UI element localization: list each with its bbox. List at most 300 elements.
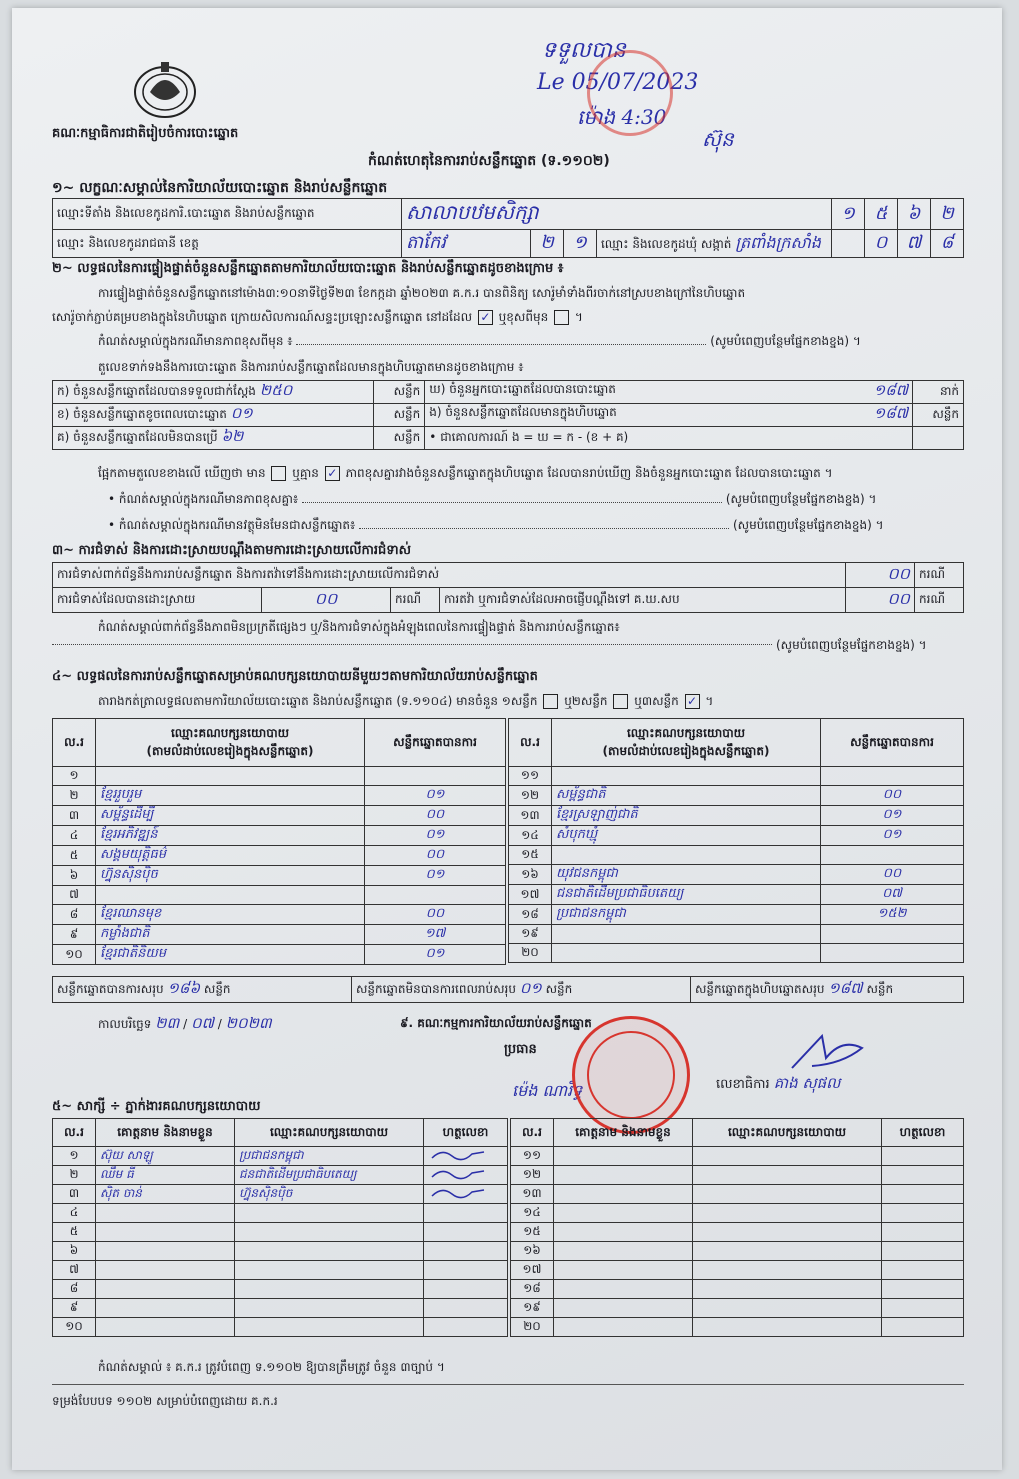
date-label: កាលបរិច្ឆេទ [98, 1017, 152, 1031]
result-party [552, 944, 821, 963]
total-valid-label: សន្លឹកឆ្នោតបានការសរុប [57, 981, 164, 996]
witness-row [511, 1223, 964, 1242]
fill-note-2: (សូមបំពេញបន្ថែមផ្នែកខាងខ្នង) ។ [725, 492, 877, 506]
result-party: ប្រជាជនកម្ពុជា [552, 905, 821, 925]
stamp-signature: ស៊ុន [702, 127, 734, 151]
witness-col-sign-left: ហត្ថលេខា [424, 1119, 508, 1147]
witness-no: ១៩ [511, 1299, 554, 1318]
col-no-left: ល.រ [53, 719, 96, 767]
result-row [509, 786, 964, 806]
witness-no: ១៧ [511, 1261, 554, 1280]
witness-signature [882, 1318, 964, 1337]
witness-name [554, 1204, 693, 1223]
objections-unit: ករណី [915, 563, 964, 588]
appeal-label: ការតវ៉ា ឬការជំទាស់ដែលអាចផ្ញើបណ្តឹងទៅ គ.ឃ.សប [440, 588, 846, 613]
province-code-2: ១ [564, 230, 597, 258]
no-difference-label: ឬគ្មាន [292, 466, 319, 480]
witness-no: ១៥ [511, 1223, 554, 1242]
result-votes [365, 886, 506, 905]
witness-party: ប្រជាជនកម្ពុជា [235, 1147, 424, 1166]
section3-table [52, 562, 964, 613]
witness-col-sign-right: ហត្ថលេខា [882, 1119, 964, 1147]
witness-party [235, 1204, 424, 1223]
fill-note-3: (សូមបំពេញបន្ថែមផ្នែកខាងខ្នង) ។ [732, 518, 884, 532]
witness-party [693, 1166, 882, 1185]
appeal-unit: ករណី [915, 588, 964, 613]
result-row [53, 786, 506, 806]
result-row [53, 886, 506, 905]
witness-signature [882, 1223, 964, 1242]
result-row [509, 826, 964, 846]
witness-row [53, 1204, 508, 1223]
voters-voted-label: ឃ) ចំនួនអ្នកបោះឆ្នោតដែលបានបោះឆ្នោត [429, 382, 616, 396]
result-votes: ០០ [365, 806, 506, 826]
witness-row [53, 1166, 508, 1185]
witness-row [511, 1204, 964, 1223]
witness-row [53, 1242, 508, 1261]
secretary-signature [782, 1028, 872, 1074]
witness-table-right [510, 1118, 964, 1337]
section3-title: ៣~ ការជំទាស់ និងការដោះស្រាយបណ្តឹងតាមការដោះស្រាយលើការជំទាស់ [52, 543, 412, 558]
result-votes [821, 925, 964, 944]
witness-party [693, 1147, 882, 1166]
result-no: ៨ [53, 905, 96, 925]
result-row [53, 925, 506, 945]
witness-party [693, 1261, 882, 1280]
received-ballots-unit: សន្លឹក [374, 381, 425, 404]
result-votes [365, 767, 506, 786]
witness-row [53, 1147, 508, 1166]
witness-no: ៨ [53, 1280, 96, 1299]
col-party-sub-right: (តាមលំដាប់លេខរៀងក្នុងសន្លឹកឆ្នោត) [602, 743, 770, 758]
witness-row [511, 1242, 964, 1261]
witness-row [53, 1318, 508, 1337]
result-no: ១៧ [509, 885, 552, 905]
result-no: ១៨ [509, 905, 552, 925]
result-row [509, 925, 964, 944]
witness-no: ៦ [53, 1242, 96, 1261]
witness-party [693, 1280, 882, 1299]
secretary-name: គាង សុផល [773, 1074, 841, 1092]
station-code-4: ២ [931, 199, 964, 230]
witness-col-no-left: ល.រ [53, 1119, 96, 1147]
witness-col-name-left: គោត្តនាម និងនាមខ្លួន [96, 1119, 235, 1147]
spoiled-ballots-unit: សន្លឹក [374, 404, 425, 427]
witness-name [554, 1223, 693, 1242]
col-party-right: ឈ្មោះគណបក្សនយោបាយ [626, 725, 746, 740]
witness-no: ១ [53, 1147, 96, 1166]
verification-paragraph-1: ការផ្ទៀងផ្ទាត់ចំនួនសន្លឹកឆ្នោតនៅម៉ោង៣:១០នាទីថ្ងៃទី២៣ ខែកក្កដា ឆ្នាំ២០២៣ គ.ក.រ បានពិនិត្យ សោរ៉ូមាំទាំងពីរចាក់នៅស្របខាងក្រៅនៃហិបឆ្នោត [98, 286, 746, 300]
ballots-in-box-label: ង) ចំនួនសន្លឹកឆ្នោតដែលមានក្នុងហិបឆ្នោត [429, 405, 617, 419]
section1-table [52, 198, 964, 258]
difference-note-line [98, 334, 861, 348]
result-party: សម្ព័ន្ធដើម្បី [96, 806, 365, 826]
witness-col-name-right: គោត្តនាម និងនាមខ្លួន [554, 1119, 693, 1147]
commune-label: ឈ្មោះ និងលេខកូដឃុំ សង្កាត់ [601, 236, 732, 251]
witness-no: ៥ [53, 1223, 96, 1242]
witness-no: ១៨ [511, 1280, 554, 1299]
result-votes [821, 767, 964, 786]
witness-name [96, 1299, 235, 1318]
result-party: កម្លាំងជាតិ [96, 925, 365, 945]
result-party: យុវជនកម្ពុជា [552, 865, 821, 885]
irregularity-note: កំណត់សម្គាល់ពាក់ព័ន្ធនឹងភាពមិនប្រក្រតីផ្សេងៗ ឬ/និងការជំទាស់ក្នុងអំឡុងពេលនៃការផ្ទៀងផ្ទាត់ និងការរាប់សន្លឹកឆ្នោត៖ [98, 620, 620, 634]
result-votes: ០១ [365, 945, 506, 965]
witness-row [511, 1280, 964, 1299]
results-table-right [508, 718, 964, 963]
witness-signature [424, 1166, 508, 1185]
result-party: ហ្វ៊ុនស៊ិនប៉ិច [96, 866, 365, 886]
col-votes-left: សន្លឹកឆ្នោតបានការ [365, 719, 506, 767]
result-votes: ០១ [821, 826, 964, 846]
witness-signature [424, 1280, 508, 1299]
difference-check-line [98, 466, 833, 481]
irregularity-dotted-line [52, 644, 772, 645]
result-votes: ០១ [821, 806, 964, 826]
polling-station-label: ឈ្មោះទីតាំង និងលេខកូដការិ.បោះឆ្នោត និងរាប់សន្លឹកឆ្នោត [53, 199, 402, 230]
total-invalid-label: សន្លឹកឆ្នោតមិនបានការពេលរាប់សរុប [356, 981, 516, 996]
ballots-in-box-value: ១៨៧ [873, 404, 909, 422]
commune-code-2: ៧ [898, 230, 931, 258]
changed-checkbox[interactable] [554, 310, 569, 325]
col-party-left: ឈ្មោះគណបក្សនយោបាយ [170, 725, 290, 740]
org-name: គណៈកម្មាធិការជាតិរៀបចំការបោះឆ្នោត [52, 126, 239, 141]
date-month: ០៧ [191, 1014, 214, 1032]
witness-name [554, 1318, 693, 1337]
witness-signature [424, 1204, 508, 1223]
witness-col-party-right: ឈ្មោះគណបក្សនយោបាយ [693, 1119, 882, 1147]
result-party: ខ្មែរជាតិនិយម [96, 945, 365, 965]
voters-voted-unit: នាក់ [913, 381, 964, 404]
committee-seal [572, 1016, 690, 1134]
witness-signature [424, 1318, 508, 1337]
witness-name: ស៊ិត ចាន់ [96, 1185, 235, 1204]
result-no: ២ [53, 786, 96, 806]
witness-row [511, 1261, 964, 1280]
total-valid-value: ១៨៦ [167, 978, 201, 997]
result-votes: ០០ [821, 786, 964, 806]
witness-party [235, 1223, 424, 1242]
appeal-value: ០០ [846, 588, 915, 613]
result-no: ១៩ [509, 925, 552, 944]
spoiled-ballots-value: ០១ [230, 404, 253, 422]
form-page [12, 8, 1002, 1470]
totals-table [52, 976, 964, 1003]
result-no: ១៤ [509, 826, 552, 846]
witness-name [554, 1280, 693, 1299]
witness-col-party-left: ឈ្មោះគណបក្សនយោបាយ [235, 1119, 424, 1147]
province-label: ឈ្មោះ និងលេខកូដរាជធានី ខេត្ត [53, 230, 402, 258]
unused-ballots-label: គ) ចំនួនសន្លឹកឆ្នោតដែលមិនបានប្រើ [57, 430, 218, 444]
witness-col-no-right: ល.រ [511, 1119, 554, 1147]
result-party: សង្គមយុត្តិធម៌ [96, 846, 365, 866]
result-row [509, 767, 964, 786]
witness-signature [882, 1299, 964, 1318]
result-votes: ០១ [365, 826, 506, 846]
witness-name [554, 1185, 693, 1204]
result-party [96, 767, 365, 786]
witness-signature [424, 1185, 508, 1204]
result-party: ជនជាតិដើមប្រជាធិបតេយ្យ [552, 885, 821, 905]
verification-paragraph-2: សោរ៉ូចាក់ភ្ជាប់គម្របខាងក្នុងនៃហិបឆ្នោត ក្រោយសិលការណ៍សន្ទះប្រឡោះសន្លឹកឆ្នោត នៅដដែល ✓ ឬខុសពីមុន ។ [52, 310, 583, 324]
resolved-value: ០០ [262, 588, 391, 613]
result-row [53, 945, 506, 965]
results-table-left [52, 718, 506, 965]
result-party [552, 846, 821, 865]
witness-name [554, 1261, 693, 1280]
result-party [96, 886, 365, 905]
total-box-value: ១៨៧ [828, 978, 863, 997]
fill-note-1: (សូមបំពេញបន្ថែមផ្នែកខាងខ្នង) ។ [710, 334, 861, 348]
unused-ballots-unit: សន្លឹក [374, 427, 425, 450]
result-party: សំបុកឃ្មុំ [552, 826, 821, 846]
formula-note: • ជាគោលការណ៍ ង = ឃ = ក - (ខ + គ) [425, 427, 913, 450]
result-no: ៣ [53, 806, 96, 826]
witness-party [235, 1261, 424, 1280]
station-code-3: ៦ [898, 199, 931, 230]
witness-row [511, 1299, 964, 1318]
witness-row [53, 1223, 508, 1242]
result-row [509, 885, 964, 905]
spoiled-ballots-label: ខ) ចំនួនសន្លឹកឆ្នោតខូចពេលបោះឆ្នោត [57, 407, 227, 421]
witness-signature [424, 1242, 508, 1261]
voters-voted-value: ១៨៧ [873, 381, 909, 399]
result-party [552, 925, 821, 944]
two-sheets-checkbox[interactable] [613, 694, 628, 709]
witness-name [554, 1299, 693, 1318]
result-votes: ០៧ [821, 885, 964, 905]
witness-party [693, 1204, 882, 1223]
receipt-seal [587, 50, 673, 136]
witness-name [554, 1166, 693, 1185]
station-code-2: ៥ [865, 199, 898, 230]
result-no: ១ [53, 767, 96, 786]
witness-signature [424, 1299, 508, 1318]
col-no-right: ល.រ [509, 719, 552, 767]
witness-no: ៣ [53, 1185, 96, 1204]
result-row [53, 806, 506, 826]
total-box-label: សន្លឹកឆ្នោតក្នុងហិបឆ្នោតសរុប [695, 981, 825, 996]
stamp-time: ម៉ោង 4:30 [577, 105, 667, 129]
witness-signature [882, 1166, 964, 1185]
para2-text: សោរ៉ូចាក់ភ្ជាប់គម្របខាងក្នុងនៃហិបឆ្នោត ក្រោយសិលការណ៍សន្ទះប្រឡោះសន្លឹកឆ្នោត នៅដដែល [52, 310, 473, 324]
witness-signature [882, 1242, 964, 1261]
result-votes: ០០ [821, 865, 964, 885]
witness-row [53, 1185, 508, 1204]
result-row [53, 826, 506, 846]
result-row [53, 767, 506, 786]
witness-party [693, 1242, 882, 1261]
committee-title: ៩. គណៈកម្មការការិយាល័យរាប់សន្លឹកឆ្នោត [400, 1016, 592, 1030]
document-title: កំណត់ហេតុនៃការរាប់សន្លឹកឆ្នោត (ទ.១១០២) [368, 153, 610, 169]
col-votes-right: សន្លឹកឆ្នោតបានការ [821, 719, 964, 767]
witness-no: ១១ [511, 1147, 554, 1166]
witness-party: ជនជាតិដើមប្រជាធិបតេយ្យ [235, 1166, 424, 1185]
section1-title: ១~ លក្ខណៈសម្គាល់នៃការិយាល័យបោះឆ្នោត និងរាប់សន្លឹកឆ្នោត [52, 180, 388, 196]
witness-signature [882, 1147, 964, 1166]
result-party: ខ្មែររួបរួម [96, 786, 365, 806]
result-no: ៩ [53, 925, 96, 945]
result-party: ខ្មែរអភិវឌ្ឍន៍ [96, 826, 365, 846]
ballots-in-box-unit: សន្លឹក [913, 404, 964, 427]
total-valid-unit: សន្លឹក [203, 981, 231, 996]
fill-note-4: (សូមបំពេញបន្ថែមផ្នែកខាងខ្នង) ។ [776, 638, 927, 652]
result-row [509, 865, 964, 885]
stamp-received: ទទួលបាន [542, 38, 626, 63]
result-votes: ១៧ [365, 925, 506, 945]
result-no: ២០ [509, 944, 552, 963]
nec-emblem-logo [130, 58, 200, 120]
result-no: ១៥ [509, 846, 552, 865]
witness-signature [424, 1261, 508, 1280]
result-no: ៦ [53, 866, 96, 886]
result-row [509, 944, 964, 963]
witness-party [235, 1242, 424, 1261]
bullet-difference-line [108, 492, 876, 506]
result-no: ១០ [53, 945, 96, 965]
witness-row [53, 1280, 508, 1299]
witness-party [693, 1299, 882, 1318]
bullet-object-label: • កំណត់សម្គាល់ក្នុងករណីមានវត្ថុមិនមែនជាសន្លឹកឆ្នោត៖ [108, 518, 356, 532]
col-party-sub-left: (តាមលំដាប់លេខរៀងក្នុងសន្លឹកឆ្នោត) [146, 743, 314, 758]
witness-signature [882, 1185, 964, 1204]
unused-ballots-value: ៦២ [221, 427, 244, 445]
result-votes [821, 944, 964, 963]
witness-party [693, 1318, 882, 1337]
witness-name [554, 1147, 693, 1166]
witness-party [693, 1185, 882, 1204]
no-difference-checkbox[interactable]: ✓ [325, 466, 340, 481]
date-line: កាលបរិច្ឆេទ ២៣ / ០៧ / ២០២៣ [98, 1014, 272, 1032]
three-sheets-checkbox[interactable]: ✓ [685, 694, 700, 709]
difference-check-text: ផ្អែកតាមតួលេខខាងលើ ឃើញថា មាន [98, 466, 266, 480]
witness-signature [424, 1223, 508, 1242]
difference-note-label: កំណត់សម្គាល់ក្នុងករណីមានភាពខុសពីមុន ៖ [98, 334, 293, 348]
witness-row [53, 1299, 508, 1318]
result-votes: ០១ [365, 786, 506, 806]
commune-value: ត្រពាំងក្រសាំង [735, 232, 821, 252]
result-no: ១១ [509, 767, 552, 786]
result-party [552, 767, 821, 786]
figures-intro: តួលេខទាក់ទងនឹងការបោះឆ្នោត និងការរាប់សន្លឹកឆ្នោតដែលមានក្នុងហិបឆ្នោតមានដូចខាងក្រោម ៖ [98, 360, 524, 374]
witness-no: ៩ [53, 1299, 96, 1318]
witness-table-left [52, 1118, 508, 1337]
witness-no: ១៣ [511, 1185, 554, 1204]
result-no: ១៣ [509, 806, 552, 826]
witness-name [554, 1242, 693, 1261]
witness-no: ១២ [511, 1166, 554, 1185]
witness-no: ១៦ [511, 1242, 554, 1261]
difference-check-tail: ភាពខុសគ្នារវាងចំនួនសន្លឹកឆ្នោតក្នុងហិបឆ្នោត ដែលបានរាប់ឃើញ និងចំនួនអ្នកបោះឆ្នោត ដែលបានបោះឆ្នោត ។ [345, 466, 833, 480]
result-no: ១២ [509, 786, 552, 806]
witness-signature [424, 1147, 508, 1166]
witness-no: ១៤ [511, 1204, 554, 1223]
province-value: តាកែវ [402, 230, 531, 258]
witness-party [235, 1280, 424, 1299]
witness-no: ៤ [53, 1204, 96, 1223]
witness-name [96, 1280, 235, 1299]
result-votes: ០១ [365, 866, 506, 886]
result-no: ១៦ [509, 865, 552, 885]
witness-signature [882, 1204, 964, 1223]
result-no: ៥ [53, 846, 96, 866]
result-votes: ០០ [365, 905, 506, 925]
result-votes: ១៥២ [821, 905, 964, 925]
result-row [509, 905, 964, 925]
witness-row [53, 1261, 508, 1280]
witness-party: ហ្វ៊ុនស៊ិនប៉ិច [235, 1185, 424, 1204]
result-party: សម័្ពន្ធជាតិ [552, 786, 821, 806]
witness-name [96, 1242, 235, 1261]
commune-code-1: ០ [865, 230, 898, 258]
result-row [509, 806, 964, 826]
three-sheets-label: ឬ៣សន្លឹក [634, 694, 679, 708]
witness-row [511, 1147, 964, 1166]
witness-no: ១០ [53, 1318, 96, 1337]
result-party: ខ្មែរស្រឡាញ់ជាតិ [552, 806, 821, 826]
station-code-1: ១ [832, 199, 865, 230]
section4-title: ៤~ លទ្ធផលនៃការរាប់សន្លឹកឆ្នោតសម្រាប់គណបក្សនយោបាយនីមួយៗតាមការិយាល័យរាប់សន្លឹកឆ្នោត [52, 669, 538, 684]
resolved-label: ការជំទាស់ដែលបានដោះស្រាយ [53, 588, 262, 613]
witness-name [96, 1204, 235, 1223]
result-no: ៤ [53, 826, 96, 846]
objections-label: ការជំទាស់ពាក់ព័ន្ធនឹងការរាប់សន្លឹកឆ្នោត និងការតវ៉ាទៅនឹងការដោះស្រាយលើការជំទាស់ [53, 563, 846, 588]
date-year: ២០២៣ [225, 1014, 272, 1032]
witness-row [511, 1166, 964, 1185]
witness-name: ស៊ុយ សាឡូ [96, 1147, 235, 1166]
resolved-unit: ករណី [391, 588, 440, 613]
section2-title: ២~ លទ្ធផលនៃការផ្ទៀងផ្ទាត់ចំនួនសន្លឹកឆ្នោតតាមការិយាល័យបោះឆ្នោត និងរាប់សន្លឹកឆ្នោតដូចខាងក្រោម ៖ [52, 261, 564, 276]
secretary-line [716, 1074, 840, 1093]
one-sheet-checkbox[interactable] [543, 694, 558, 709]
witness-no: ២ [53, 1166, 96, 1185]
result-row [53, 866, 506, 886]
result-no: ៧ [53, 886, 96, 905]
stamp-date: Le 05/07/2023 [537, 70, 699, 95]
polling-station-value: សាលាបឋមសិក្សា [406, 200, 539, 224]
result-votes [821, 846, 964, 865]
chair-label: ប្រធាន [504, 1042, 537, 1057]
total-invalid-unit: សន្លឹក [545, 981, 573, 996]
has-difference-checkbox[interactable] [271, 466, 286, 481]
witness-name [96, 1318, 235, 1337]
chair-name: ម៉េង ណារិទ្ធ [512, 1081, 583, 1100]
para2-changed-label: ឬខុសពីមុន [498, 310, 549, 324]
witness-name [96, 1261, 235, 1280]
witness-party [235, 1318, 424, 1337]
witness-row [511, 1185, 964, 1204]
province-code-1: ២ [531, 230, 564, 258]
witness-party [235, 1299, 424, 1318]
witness-name: ឈឹម ធី [96, 1166, 235, 1185]
result-sheet-intro: តារាងកត់ត្រាលទ្ធផលតាមការិយាល័យបោះឆ្នោត និងរាប់សន្លឹកឆ្នោត (ទ.១១០៤) មានចំនួន ១សន្លឹក [98, 694, 538, 708]
received-ballots-label: ក) ចំនួនសន្លឹកឆ្នោតដែលបានទទួលជាក់ស្តែង [57, 384, 256, 398]
bullet-difference-label: • កំណត់សម្គាល់ក្នុងករណីមានភាពខុសគ្នា៖ [108, 492, 299, 506]
witness-name [96, 1223, 235, 1242]
figures-table [52, 380, 964, 450]
witness-signature [882, 1280, 964, 1299]
commune-code-3: ៨ [931, 230, 964, 258]
secretary-label: លេខាធិការ [716, 1077, 770, 1092]
objections-value: ០០ [846, 563, 915, 588]
witness-no: ៧ [53, 1261, 96, 1280]
same-checkbox[interactable]: ✓ [478, 310, 493, 325]
result-sheet-line: តារាងកត់ត្រាលទ្ធផលតាមការិយាល័យបោះឆ្នោត និងរាប់សន្លឹកឆ្នោត (ទ.១១០៤) មានចំនួន ១សន្លឹក ឬ២សន្លឹក ឬ៣សន្លឹក ✓ ។ [98, 694, 714, 708]
bullet-object-line [108, 518, 884, 532]
result-votes: ០០ [365, 846, 506, 866]
section5-title: ៥~ សាក្សី ÷ ភ្នាក់ងារគណបក្សនយោបាយ [52, 1099, 261, 1114]
witness-no: ២០ [511, 1318, 554, 1337]
